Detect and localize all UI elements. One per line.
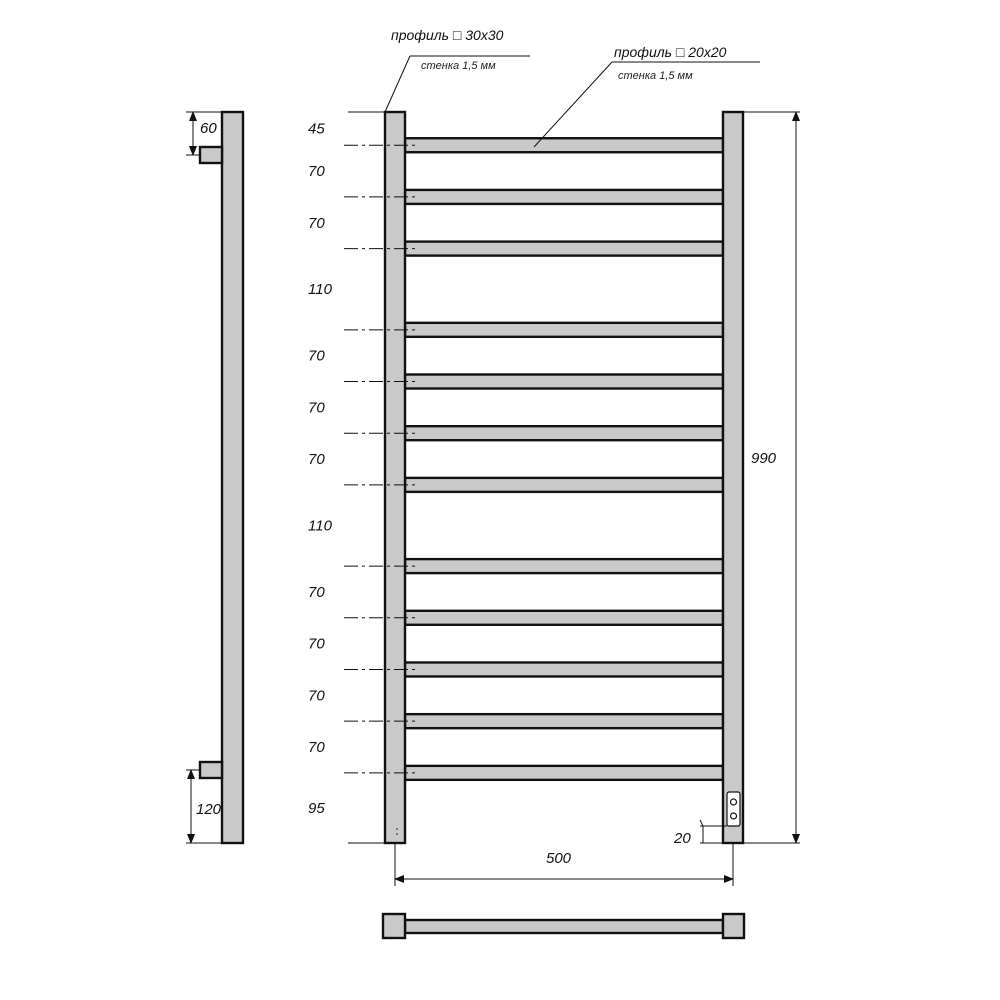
spacing-label: 45: [308, 120, 325, 138]
vertical-profile-wall-label: стенка 1,5 мм: [421, 60, 496, 72]
side-view-upright: [222, 112, 243, 843]
top-view-rung: [405, 920, 723, 933]
spacing-label: 70: [308, 635, 325, 653]
connector-offset-label: 20: [674, 830, 691, 847]
left-upright: [385, 112, 405, 843]
spacing-label: 110: [308, 281, 332, 299]
vertical-profile-label: профиль □ 30x30: [391, 27, 504, 43]
spacing-label: 70: [308, 687, 325, 705]
connector-socket-icon: [731, 799, 737, 805]
total-height-label: 990: [751, 450, 777, 467]
rung: [405, 611, 723, 625]
bottom-mount-offset-label: 120: [196, 801, 222, 818]
rung: [405, 375, 723, 389]
top-view-left-upright: [383, 914, 405, 938]
rung: [405, 138, 723, 152]
rung: [405, 190, 723, 204]
rung: [405, 714, 723, 728]
top-mount-offset-label: 60: [200, 120, 217, 137]
rung: [405, 559, 723, 573]
spacing-label: 95: [308, 799, 325, 817]
side-view: [186, 112, 243, 843]
heater-connector: [727, 792, 740, 826]
horizontal-profile-label: профиль □ 20x20: [614, 44, 727, 60]
top-view-right-upright: [723, 914, 744, 938]
spacing-label: 70: [308, 347, 325, 365]
right-upright: [723, 112, 743, 843]
spacing-label: 70: [308, 739, 325, 757]
spacing-label: 70: [308, 583, 325, 601]
width-label: 500: [546, 850, 572, 867]
front-view: [308, 27, 800, 886]
rungs-group: [405, 138, 723, 780]
spacing-label: 70: [308, 399, 325, 417]
rung: [405, 426, 723, 440]
side-view-bottom-mount: [200, 762, 222, 778]
spacing-label: 70: [308, 163, 325, 181]
spacing-label: 70: [308, 451, 325, 469]
connector-socket-icon: [731, 813, 737, 819]
rung: [405, 323, 723, 337]
spacing-label: 70: [308, 214, 325, 232]
side-view-top-mount: [200, 147, 222, 163]
horizontal-profile-wall-label: стенка 1,5 мм: [618, 70, 693, 82]
spacing-label: 110: [308, 517, 332, 535]
rung: [405, 242, 723, 256]
rung: [405, 478, 723, 492]
top-view: [383, 914, 744, 938]
rung: [405, 662, 723, 676]
rung: [405, 766, 723, 780]
